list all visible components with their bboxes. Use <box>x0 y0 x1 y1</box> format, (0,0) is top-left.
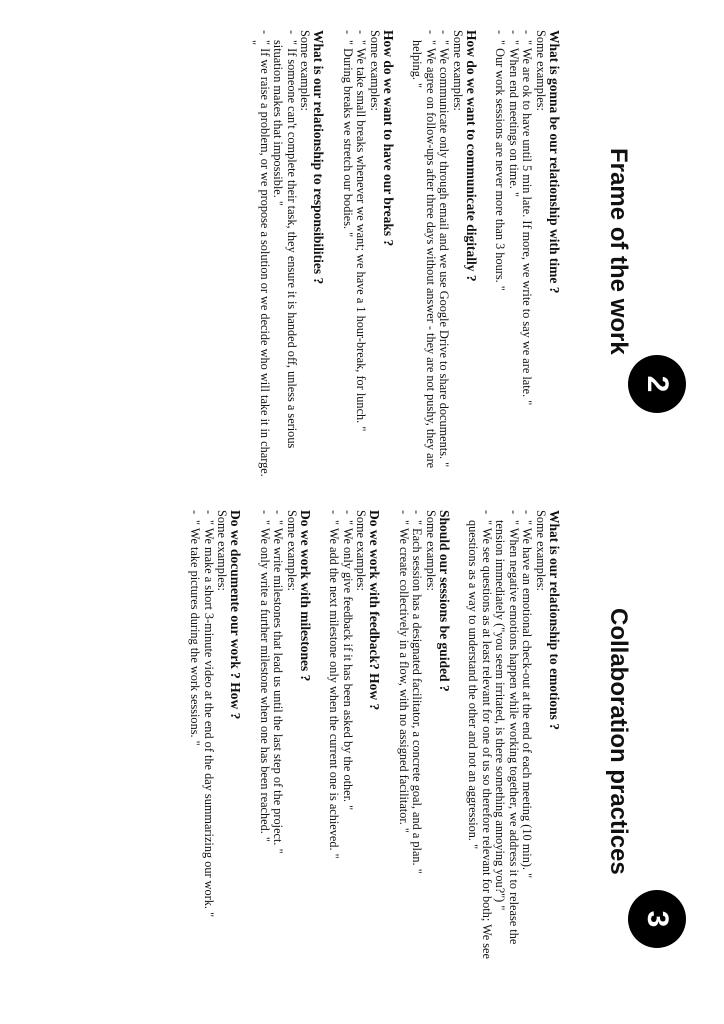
question-block <box>188 510 244 980</box>
example-item: - " We take pictures during the work sessions. " <box>188 510 202 980</box>
question-block <box>327 510 383 980</box>
question-heading: What is our relationship to responsibilities ? <box>311 30 327 285</box>
example-item: - " We create collectively in a flow, with no assigned facilitator. " <box>397 510 411 980</box>
question-block <box>258 510 314 980</box>
example-item: - " If we raise a problem, or we propose a solution or we decide who will take it in charge. " <box>244 30 271 480</box>
section-collaboration-practices <box>174 510 562 980</box>
example-item: - " We only give feedback if it has been asked by the other. " <box>341 510 355 980</box>
examples-label: Some examples: <box>298 30 313 111</box>
example-item: - " We agree on follow-ups after three days without answer - they are not pushy, they are helping. " <box>410 30 437 480</box>
examples-list <box>410 30 451 480</box>
examples-list <box>397 510 424 980</box>
section-frame-of-work <box>230 30 562 480</box>
example-item: - " We make a short 3-minute video at the end of the day summarizing our work. " <box>202 510 216 980</box>
examples-list <box>327 510 354 980</box>
example-item: - " Each session has a designated facilitator, a concrete goal, and a plan. " <box>410 510 424 980</box>
example-item: - " We write milestones that lead us until the last step of the project. " <box>271 510 285 980</box>
example-item: - " Our work sessions are never more than 3 hours. " <box>493 30 507 480</box>
examples-list <box>244 30 298 480</box>
examples-label: Some examples: <box>534 30 548 111</box>
examples-list <box>493 30 534 480</box>
question-block <box>466 510 562 980</box>
example-item: - " If someone can't complete their task, they ensure it is handed off, unless a serious situation makes that impossible. " <box>271 30 298 480</box>
example-item: - " When end meetings on time. " <box>507 30 521 480</box>
question-heading: What is gonna be our relationship with time ? <box>547 30 562 294</box>
examples-label: Some examples: <box>368 30 382 111</box>
example-item: - " We are ok to have until 5 min late. If more, we write to say we are late. " <box>520 30 534 480</box>
question-block <box>397 510 453 980</box>
example-item: - " We communicate only through email and we use Google Drive to share documents. " <box>437 30 451 480</box>
section-title: Frame of the work <box>605 148 632 355</box>
examples-label: Some examples: <box>354 510 369 591</box>
examples-list <box>466 510 534 980</box>
question-block <box>410 30 479 480</box>
examples-list <box>341 30 368 480</box>
question-heading: Do we work with milestones ? <box>298 510 313 682</box>
question-heading: How do we want to have our breaks ? <box>381 30 396 247</box>
examples-label: Some examples: <box>215 510 230 591</box>
examples-label: Some examples: <box>534 510 548 591</box>
example-item: - " We take small breaks whenever we want; we have a 1 hour-break, for lunch. " <box>354 30 368 480</box>
section-number-badge <box>628 890 686 948</box>
question-heading: How do we want to communicate digitally ? <box>464 30 479 282</box>
question-heading: Do we work with feedback? How ? <box>367 510 383 711</box>
example-item: - " When negative emotions happen while working together, we address it to release the tension immediately ("you seem irritated, is there something annoying you?") " <box>493 510 520 980</box>
section-number: 3 <box>641 910 674 928</box>
question-heading: Should our sessions be guided ? <box>437 510 452 692</box>
example-item: - " We have an emotional check-out at the end of each meeting (10 min). " <box>520 510 534 980</box>
example-item: - " We only write a further milestone when one has been reached. " <box>258 510 272 980</box>
question-block <box>244 30 327 480</box>
examples-label: Some examples: <box>285 510 299 591</box>
examples-label: Some examples: <box>451 30 465 111</box>
question-block <box>493 30 562 480</box>
examples-list <box>258 510 285 980</box>
example-item: - " During breaks we stretch our bodies. " <box>341 30 355 480</box>
examples-list <box>188 510 215 980</box>
section-number: 2 <box>641 375 674 393</box>
question-heading: Do we documente our work ? How ? <box>228 510 244 720</box>
question-block <box>341 30 397 480</box>
example-item: - " We add the next milestone only when the current one is achieved. " <box>327 510 341 980</box>
section-number-badge <box>628 355 686 413</box>
examples-label: Some examples: <box>424 510 438 591</box>
example-item: - " We see questions as at least relevant for one of us so therefore relevant for both; We see questions as a way to understand the other and not an aggression. " <box>466 510 493 980</box>
question-heading: What is our relationship to emotions ? <box>547 510 562 731</box>
section-title: Collaboration practices <box>605 608 632 875</box>
